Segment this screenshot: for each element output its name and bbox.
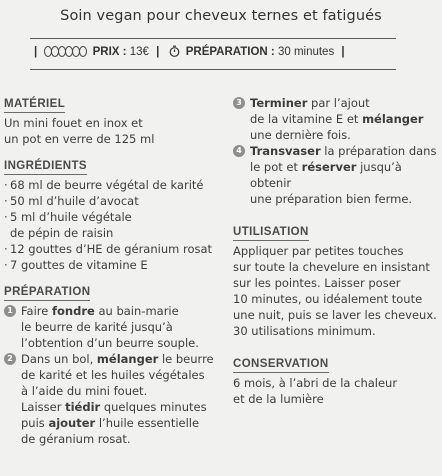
- materiel-heading: MATÉRIEL: [4, 97, 65, 113]
- materiel-section: [4, 95, 219, 147]
- step-1: 1 Faire fondre au bain-marie le beurre de karité jusqu’à l’obtention d’un beurre souple.: [4, 303, 219, 351]
- utilisation-line: une nuit, puis se laver les cheveux.: [233, 308, 437, 322]
- preparation-section: [4, 283, 219, 447]
- ingredient-item: · 50 ml d’huile d’avocat: [4, 194, 139, 208]
- preparation-heading: PRÉPARATION: [4, 285, 90, 301]
- step-2: 2 Dans un bol, mélanger le beurre de karité et les huiles végétales à l’aide du mini fouet. Laisser tiédir quelques minutes puis ajouter l’huile essentielle de géranium rosat.: [4, 351, 219, 447]
- price-value: 13€: [129, 46, 149, 58]
- ingredient-item: · 12 gouttes d’HE de géranium rosat: [4, 242, 213, 256]
- conservation-line: et de la lumière: [233, 392, 324, 406]
- info-bar: [30, 45, 396, 63]
- left-column: [4, 95, 219, 457]
- price-coins-icon: [44, 46, 86, 60]
- separator: |: [156, 46, 160, 58]
- conservation-line: 6 mois, à l’abri de la chaleur: [233, 376, 398, 390]
- ingredients-heading: INGRÉDIENTS: [4, 159, 87, 175]
- price-label: PRIX :: [92, 46, 127, 58]
- utilisation-section: [233, 223, 438, 339]
- ingredient-item: · 68 ml de beurre végétal de karité: [4, 178, 204, 192]
- utilisation-line: 10 minutes, ou idéalement toute: [233, 292, 423, 306]
- stopwatch-icon: [169, 45, 180, 57]
- prep-value: 30 minutes: [277, 46, 335, 58]
- conservation-heading: CONSERVATION: [233, 357, 329, 373]
- materiel-line: Un mini fouet en inox et: [4, 116, 143, 130]
- ingredient-item: · 7 gouttes de vitamine E: [4, 258, 148, 272]
- materiel-line: un pot en verre de 125 ml: [4, 132, 155, 146]
- step-number-badge: 2: [4, 353, 16, 365]
- utilisation-line: sur les pointes. Laisser poser: [233, 276, 401, 290]
- separator: |: [34, 46, 38, 58]
- divider-bottom: [30, 69, 396, 70]
- recipe-title: Soin vegan pour cheveux ternes et fatigués: [60, 8, 382, 24]
- step-3: 3 Terminer par l’ajout de la vitamine E et mélanger une dernière fois.: [233, 95, 438, 143]
- preparation-continued: [233, 95, 438, 207]
- utilisation-line: Appliquer par petites touches: [233, 244, 404, 258]
- step-4: 4 Transvaser la préparation dans le pot et réserver jusqu’à obtenir une préparation bien ferme.: [233, 143, 438, 207]
- step-number-badge: 4: [233, 145, 245, 157]
- separator: |: [341, 46, 345, 58]
- utilisation-line: 30 utilisations minimum.: [233, 324, 376, 338]
- step-number-badge: 3: [233, 97, 245, 109]
- ingredient-item-continued: de pépin de raisin: [10, 226, 114, 240]
- step-number-badge: 1: [4, 305, 16, 317]
- divider-top: [30, 38, 396, 39]
- prep-label: PRÉPARATION :: [185, 46, 275, 58]
- conservation-section: [233, 355, 438, 407]
- ingredients-section: [4, 157, 219, 273]
- right-column: [233, 95, 438, 417]
- utilisation-heading: UTILISATION: [233, 225, 309, 241]
- utilisation-line: sur toute la chevelure en insistant: [233, 260, 430, 274]
- ingredient-item: · 5 ml d’huile végétale: [4, 210, 132, 224]
